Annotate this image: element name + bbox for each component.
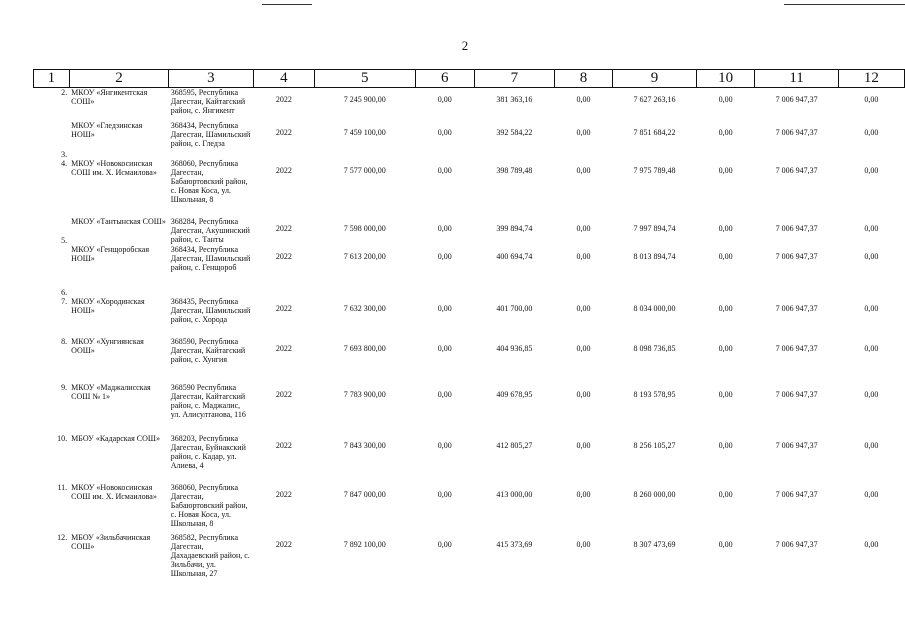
- cell-col-9: 8 193 578,95: [633, 389, 676, 399]
- cell-col-4: 2022: [275, 489, 292, 499]
- cell-col-11: 7 006 947,37: [775, 489, 818, 499]
- table-row: [34, 337, 905, 383]
- column-header-8: 8: [554, 70, 613, 88]
- cell-col-8: 0,00: [576, 440, 591, 450]
- cell-col-10: 0,00: [718, 127, 733, 137]
- page-number: 2: [461, 38, 469, 53]
- cell-col-11: 7 006 947,37: [775, 95, 818, 104]
- cell-col-8: 0,00: [576, 489, 591, 499]
- cell-col-4: 2022: [275, 95, 292, 104]
- cell-col-8: 0,00: [576, 251, 591, 261]
- column-header-4: 4: [253, 70, 314, 88]
- cell-col-10: 0,00: [718, 223, 733, 233]
- cell-col-10: 0,00: [718, 165, 733, 175]
- school-address: 368434, Республика Дагестан, Шамильский район, с. Гледза: [170, 120, 251, 148]
- column-header-10: 10: [696, 70, 755, 88]
- cell-col-9: 8 260 000,00: [633, 489, 676, 499]
- cell-col-11: 7 006 947,37: [775, 440, 818, 450]
- cell-col-11: 7 006 947,37: [775, 251, 818, 261]
- cell-col-6: 0,00: [437, 539, 452, 549]
- cell-col-11: 7 006 947,37: [775, 539, 818, 549]
- table-row: [34, 88, 905, 121]
- cell-col-7: 392 584,22: [496, 127, 533, 137]
- school-name: МКОУ «Янгикентская СОШ»: [71, 88, 148, 106]
- cell-col-12: 0,00: [864, 127, 879, 137]
- row-number: 12.: [57, 532, 68, 542]
- cell-col-12: 0,00: [864, 440, 879, 450]
- cell-col-9: 8 013 894,74: [633, 251, 676, 261]
- school-address: 368284, Республика Дагестан, Акушинский район, с. Танты: [170, 216, 250, 244]
- cell-col-9: 8 307 473,69: [633, 539, 676, 549]
- data-table: [33, 69, 905, 579]
- cell-col-5: 7 783 900,00: [343, 389, 386, 399]
- school-address: 368590, Республика Дагестан, Кайтагский район, с. Хунгия: [170, 336, 246, 364]
- cell-col-7: 409 678,95: [496, 389, 533, 399]
- table-row: [34, 483, 905, 533]
- cell-col-10: 0,00: [718, 489, 733, 499]
- cell-col-7: 398 789,48: [496, 165, 533, 175]
- cell-col-5: 7 693 800,00: [343, 343, 386, 353]
- cell-col-11: 7 006 947,37: [775, 127, 818, 137]
- school-address: 368595, Республика Дагестан, Кайтагский район, с. Янгикент: [170, 88, 246, 115]
- cell-col-12: 0,00: [864, 539, 879, 549]
- school-name: МКОУ «Новокосинская СОШ им. Х. Исмаилова»: [71, 482, 157, 501]
- row-number: 9.: [61, 382, 68, 392]
- cell-col-8: 0,00: [576, 127, 591, 137]
- cell-col-5: 7 613 200,00: [343, 251, 386, 261]
- table-row: [34, 121, 905, 159]
- top-rule-right: [784, 4, 905, 5]
- cell-col-12: 0,00: [864, 95, 879, 104]
- table-row: [34, 383, 905, 434]
- cell-col-12: 0,00: [864, 251, 879, 261]
- cell-col-6: 0,00: [437, 223, 452, 233]
- column-header-3: 3: [169, 70, 253, 88]
- cell-col-4: 2022: [275, 127, 292, 137]
- cell-col-11: 7 006 947,37: [775, 223, 818, 233]
- cell-col-8: 0,00: [576, 303, 591, 313]
- cell-col-8: 0,00: [576, 539, 591, 549]
- cell-col-5: 7 598 000,00: [343, 223, 386, 233]
- cell-col-10: 0,00: [718, 539, 733, 549]
- cell-col-9: 8 098 736,85: [633, 343, 676, 353]
- column-header-1: 1: [34, 70, 70, 88]
- cell-col-12: 0,00: [864, 343, 879, 353]
- cell-col-4: 2022: [275, 343, 292, 353]
- school-name: МКОУ «Тантынская СОШ»: [71, 216, 166, 226]
- cell-col-9: 7 851 684,22: [633, 127, 676, 137]
- cell-col-11: 7 006 947,37: [775, 303, 818, 313]
- school-name: МКОУ «Хунгиянская ООШ»: [71, 336, 144, 355]
- table-row: [34, 533, 905, 579]
- cell-col-8: 0,00: [576, 389, 591, 399]
- cell-col-6: 0,00: [437, 165, 452, 175]
- cell-col-6: 0,00: [437, 251, 452, 261]
- school-address: 368435, Республика Дагестан, Шамильский район, с. Хорода: [170, 296, 251, 324]
- school-address: 368590 Республика Дагестан, Кайтагский район, с. Маджалис, ул. Алисултанова, 116: [170, 382, 246, 419]
- cell-col-10: 0,00: [718, 343, 733, 353]
- column-header-7: 7: [475, 70, 555, 88]
- cell-col-7: 399 894,74: [496, 223, 533, 233]
- cell-col-6: 0,00: [437, 440, 452, 450]
- cell-col-9: 7 997 894,74: [633, 223, 676, 233]
- cell-col-12: 0,00: [864, 489, 879, 499]
- cell-col-7: 400 694,74: [496, 251, 533, 261]
- cell-col-7: 401 700,00: [496, 303, 533, 313]
- school-address: 368582, Республика Дагестан, Дахадаевский район, с. Зильбачи, ул. Школьная, 27: [170, 532, 250, 578]
- table-row: [34, 245, 905, 297]
- row-number: 4.: [61, 158, 68, 168]
- cell-col-6: 0,00: [437, 95, 452, 104]
- table-row: [34, 297, 905, 337]
- table-row: [34, 217, 905, 245]
- column-header-5: 5: [315, 70, 415, 88]
- cell-col-12: 0,00: [864, 303, 879, 313]
- cell-col-4: 2022: [275, 251, 292, 261]
- cell-col-8: 0,00: [576, 165, 591, 175]
- cell-col-6: 0,00: [437, 303, 452, 313]
- column-header-2: 2: [69, 70, 169, 88]
- cell-col-8: 0,00: [576, 95, 591, 104]
- cell-col-5: 7 577 000,00: [343, 165, 386, 175]
- school-address: 368060, Республика Дагестан, Бабаюртовский район, с. Новая Коса, ул. Школьная, 8: [170, 482, 248, 528]
- cell-col-10: 0,00: [718, 440, 733, 450]
- cell-col-5: 7 459 100,00: [343, 127, 386, 137]
- school-name: МБОУ «Зильбачинская СОШ»: [71, 532, 151, 551]
- school-name: МБОУ «Кадарская СОШ»: [71, 433, 160, 443]
- cell-col-6: 0,00: [437, 489, 452, 499]
- cell-col-9: 8 256 105,27: [633, 440, 676, 450]
- school-name: МКОУ «Гледзинская НОШ»: [71, 120, 143, 139]
- cell-col-4: 2022: [275, 389, 292, 399]
- cell-col-4: 2022: [275, 303, 292, 313]
- cell-col-5: 7 632 300,00: [343, 303, 386, 313]
- table-row: [34, 159, 905, 217]
- cell-col-12: 0,00: [864, 389, 879, 399]
- row-number: 6.: [61, 287, 68, 297]
- school-name: МКОУ «Маджалисская СОШ № 1»: [71, 382, 151, 401]
- cell-col-7: 412 805,27: [496, 440, 533, 450]
- row-number: 3.: [61, 149, 68, 159]
- row-number: 8.: [61, 336, 68, 346]
- cell-col-12: 0,00: [864, 165, 879, 175]
- row-number: 11.: [57, 482, 68, 492]
- cell-col-10: 0,00: [718, 389, 733, 399]
- cell-col-11: 7 006 947,37: [775, 165, 818, 175]
- cell-col-6: 0,00: [437, 389, 452, 399]
- cell-col-5: 7 847 000,00: [343, 489, 386, 499]
- table-row: [34, 434, 905, 483]
- school-address: 368203, Республика Дагестан, Буйнакский район, с. Кадар, ул. Алиева, 4: [170, 433, 246, 470]
- school-name: МКОУ «Хородинская НОШ»: [71, 296, 145, 315]
- column-header-11: 11: [755, 70, 839, 88]
- row-number: 7.: [61, 296, 68, 306]
- school-address: 368060, Республика Дагестан, Бабаюртовский район, с. Новая Коса, ул. Школьная, 8: [170, 158, 248, 204]
- cell-col-7: 381 363,16: [496, 95, 533, 104]
- cell-col-5: 7 843 300,00: [343, 440, 386, 450]
- cell-col-10: 0,00: [718, 251, 733, 261]
- cell-col-4: 2022: [275, 223, 292, 233]
- cell-col-9: 7 975 789,48: [633, 165, 676, 175]
- school-address: 368434, Республика Дагестан, Шамильский район, с. Генщороб: [170, 244, 251, 272]
- cell-col-4: 2022: [275, 440, 292, 450]
- column-header-9: 9: [613, 70, 697, 88]
- cell-col-6: 0,00: [437, 127, 452, 137]
- cell-col-10: 0,00: [718, 95, 733, 104]
- cell-col-10: 0,00: [718, 303, 733, 313]
- cell-col-11: 7 006 947,37: [775, 389, 818, 399]
- row-number: 2.: [61, 88, 68, 97]
- table-body: [34, 88, 905, 579]
- cell-col-4: 2022: [275, 539, 292, 549]
- cell-col-8: 0,00: [576, 343, 591, 353]
- cell-col-5: 7 245 900,00: [343, 95, 386, 104]
- cell-col-12: 0,00: [864, 223, 879, 233]
- column-header-6: 6: [415, 70, 474, 88]
- cell-col-4: 2022: [275, 165, 292, 175]
- cell-col-7: 404 936,85: [496, 343, 533, 353]
- top-rule-left: [262, 4, 312, 5]
- cell-col-5: 7 892 100,00: [343, 539, 386, 549]
- cell-col-11: 7 006 947,37: [775, 343, 818, 353]
- row-number: 5.: [61, 235, 68, 245]
- cell-col-9: 8 034 000,00: [633, 303, 676, 313]
- column-header-12: 12: [838, 70, 904, 88]
- school-name: МКОУ «Генщоробская НОШ»: [71, 244, 150, 263]
- cell-col-8: 0,00: [576, 223, 591, 233]
- cell-col-6: 0,00: [437, 343, 452, 353]
- cell-col-9: 7 627 263,16: [633, 95, 676, 104]
- school-name: МКОУ «Новокосинская СОШ им. Х. Исмаилова»: [71, 158, 157, 177]
- row-number: 10.: [57, 433, 68, 443]
- header-row: [34, 70, 905, 88]
- cell-col-7: 413 000,00: [496, 489, 533, 499]
- cell-col-7: 415 373,69: [496, 539, 533, 549]
